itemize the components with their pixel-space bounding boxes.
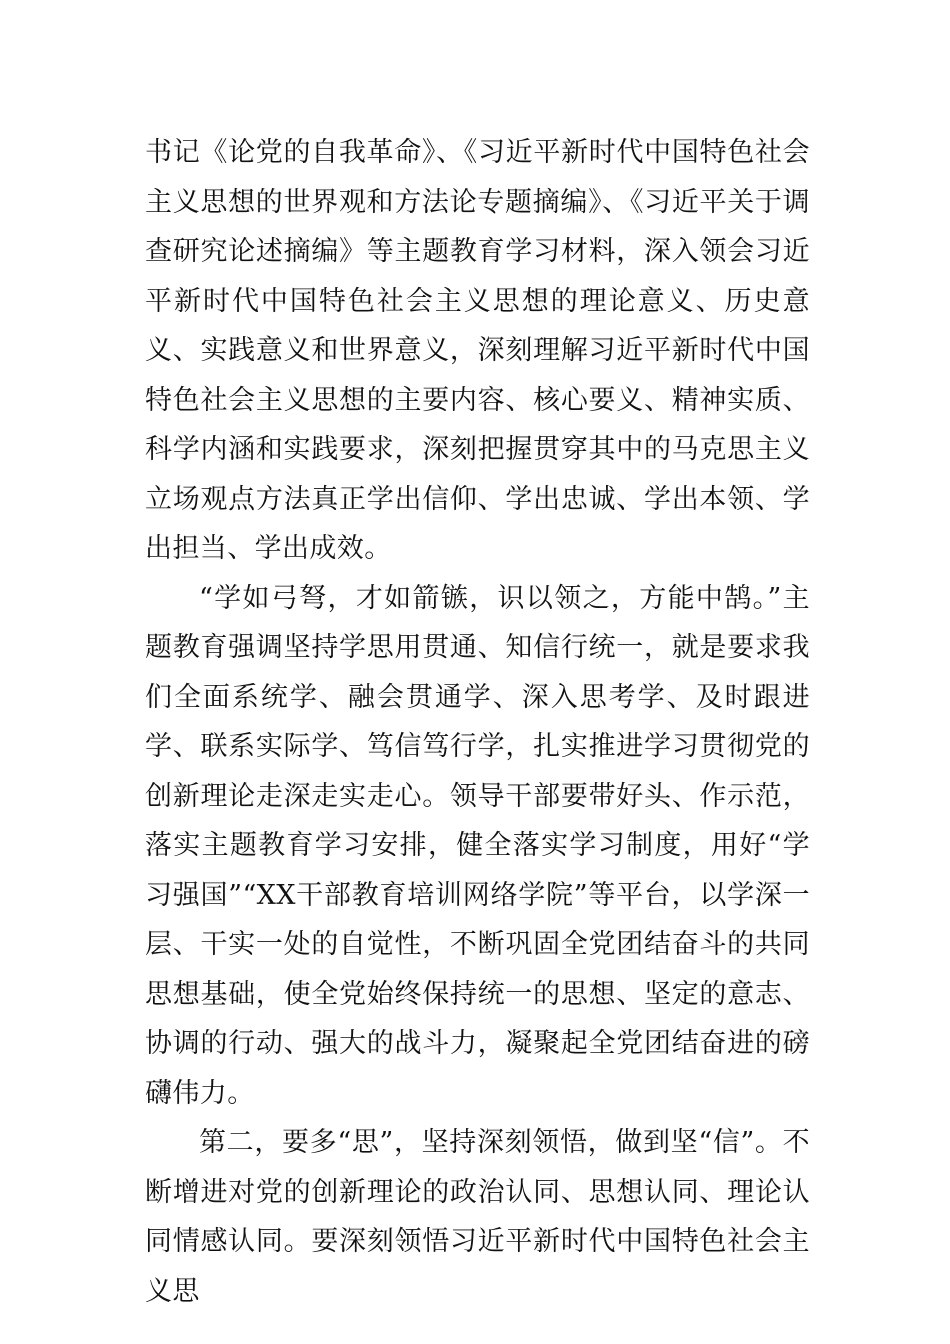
paragraph-second-point: 第二，要多“思”，坚持深刻领悟，做到坚“信”。不断增进对党的创新理论的政治认同、思想认同、理论认同情感认同。要深刻领悟习近平新时代中国特色社会主义思	[145, 1127, 810, 1307]
paragraph-study-bow: “学如弓弩，才如箭镞，识以领之，方能中鹄。”主题教育强调坚持学思用贯通、知信行统一，就是要求我们全面系统学、融会贯通学、深入思考学、及时跟进学、联系实际学、笃信笃行学，扎实推进学习贯彻党的创新理论走深走实走心。领导干部要带好头、作示范，落实主题教育学习安排，健全落实学习制度，用好“学习强国”“XX干部教育培训网络学院”等平台，以学深一层、干实一处的自觉性，不断巩固全党团结奋斗的共同思想基础，使全党始终保持统一的思想、坚定的意志、协调的行动、强大的战斗力，凝聚起全党团结奋进的磅礴伟力。	[145, 582, 810, 1109]
body-text	[145, 128, 810, 1316]
paragraph-continuation: 书记《论党的自我革命》、《习近平新时代中国特色社会主义思想的世界观和方法论专题摘编》、《习近平关于调查研究论述摘编》等主题教育学习材料，深入领会习近平新时代中国特色社会主义思想的理论意义、历史意义、实践意义和世界意义，深刻理解习近平新时代中国特色社会主义思想的主要内容、核心要义、精神实质、科学内涵和实践要求，深刻把握贯穿其中的马克思主义立场观点方法真正学出信仰、学出忠诚、学出本领、学出担当、学出成效。	[145, 137, 810, 564]
